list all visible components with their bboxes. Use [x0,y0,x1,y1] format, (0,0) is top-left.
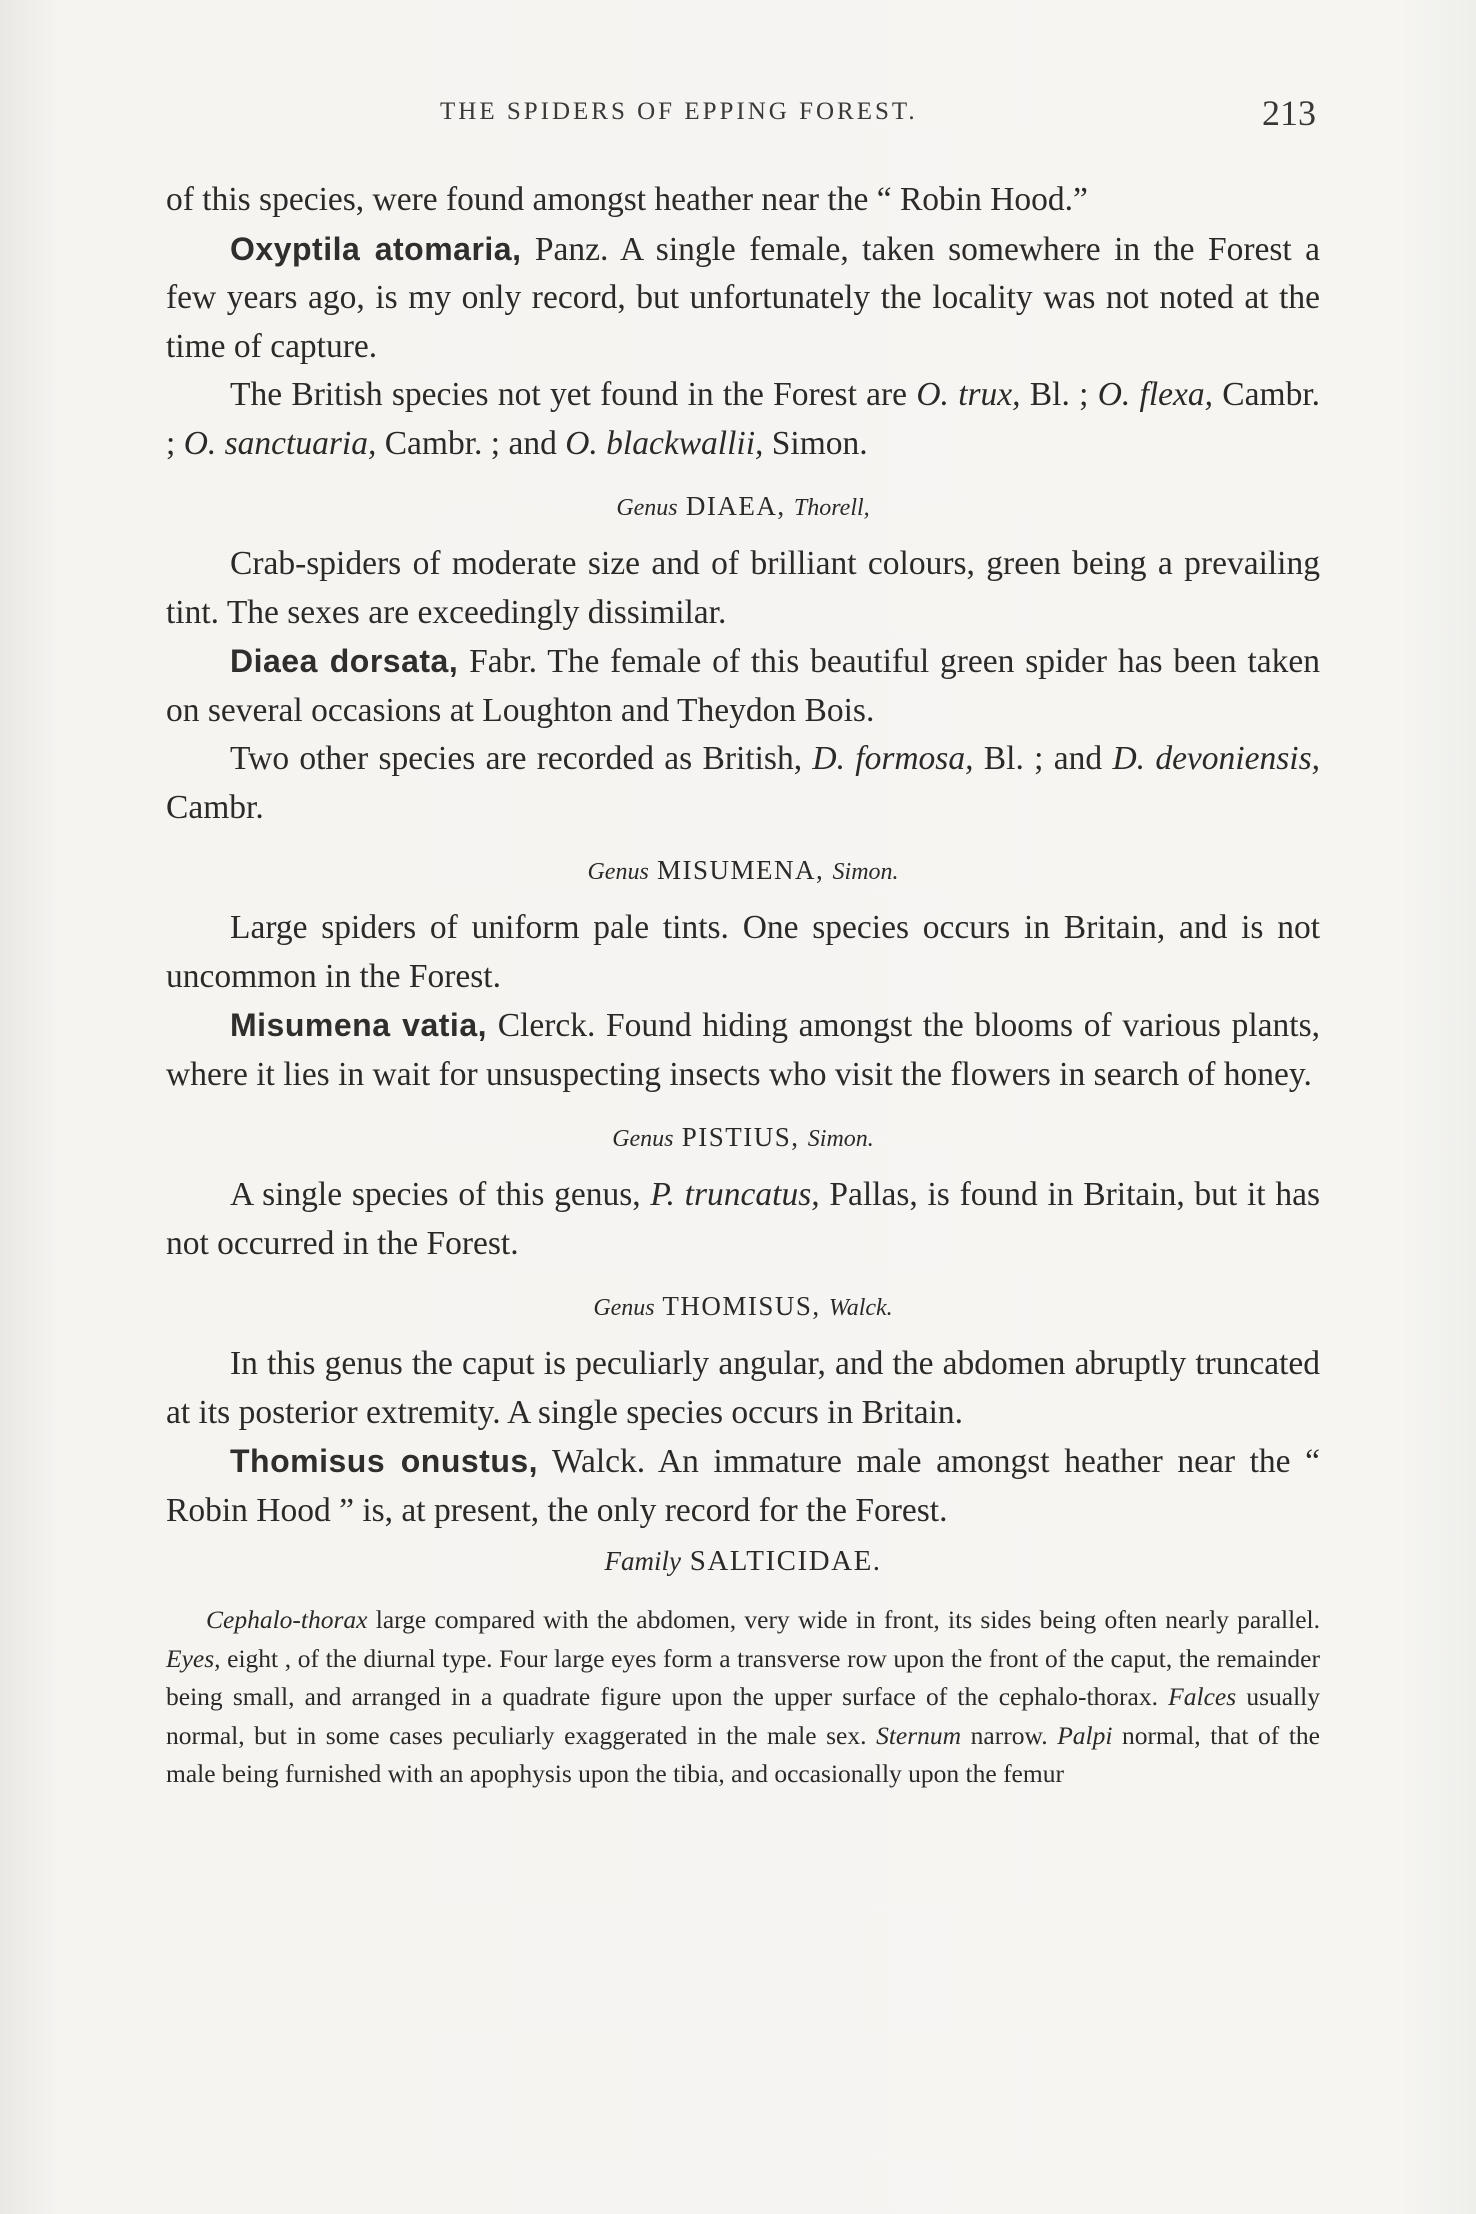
paragraph-text: normal, that of the male being furnished with an apophysis upon the tibia, and occasionally upon the femur [166,1720,1320,1789]
genus-author: Simon. [832,859,899,885]
species-name: Misumena vatia, [230,1007,488,1043]
genus-heading-thomisus [166,1268,1320,1340]
term: Eyes, [166,1643,221,1673]
paragraph [166,176,1320,225]
species-ref: D. formosa, [812,740,974,777]
paragraph [166,1340,1320,1437]
species-name: Diaea dorsata, [230,643,459,679]
genus-name: DIAEA, [677,491,794,521]
paragraph-text: Crab-spiders of moderate size and of brilliant colours, green being a prevailing tint. The sexes are exceedingly dissimilar. [166,545,1320,631]
paragraph-text: Simon. [763,424,868,462]
paragraph [166,904,1320,1001]
term: Sternum [876,1720,962,1750]
running-head [0,92,1476,138]
genus-heading-misumena [166,832,1320,904]
genus-author: Walck. [828,1295,893,1321]
paragraph-text: narrow. [961,1720,1058,1750]
genus-label: Genus [616,495,678,521]
paragraph-text: The British species not yet found in the Forest are [230,376,917,413]
genus-name: MISUMENA, [648,855,833,885]
family-description [166,1601,1320,1794]
species-entry-misumena-vatia [166,1001,1320,1099]
species-name: Oxyptila atomaria, [230,230,522,267]
species-ref: O. flexa, [1097,376,1214,413]
species-ref: O. blackwallii, [565,424,764,462]
species-entry-thomisus-onustus [166,1437,1320,1535]
genus-author: Simon. [807,1126,874,1152]
species-name: Thomisus onustus, [230,1443,539,1479]
genus-author: Thorell, [793,495,870,521]
page-number: 213 [1262,93,1316,133]
species-entry-oxyptila-atomaria [166,225,1320,372]
running-title: THE SPIDERS OF EPPING FOREST. [440,98,918,125]
paragraph-text: Large spiders of uniform pale tints. One species occurs in Britain, and is not uncommon in the Forest. [166,909,1320,995]
family-name: SALTICIDAE. [680,1545,882,1577]
family-label: Family [604,1546,681,1576]
term: Falces [1168,1682,1237,1712]
paragraph-text: Walck. An immature male amongst heather near the “ Robin Hood ” is, at present, the only record for the Forest. [166,1443,1320,1529]
paragraph [166,371,1320,468]
paragraph-text: eight , of the diurnal type. Four large eyes form a transverse row upon the front of the caput, the remainder being small, and arranged in a quadrate figure upon the upper surface of the cephalo-thorax. [166,1643,1320,1712]
term: Palpi [1057,1720,1113,1750]
paragraph-text: In this genus the caput is peculiarly angular, and the abdomen abruptly truncated at its posterior extremity. A single species occurs in Britain. [166,1345,1320,1431]
family-heading-salticidae [166,1535,1320,1591]
paragraph-text: Panz. A single female, taken somewhere in the Forest a few years ago, is my only record, but unfortunately the locality was not noted at the time of capture. [166,230,1320,365]
species-ref: P. truncatus, [650,1176,820,1213]
genus-name: PISTIUS, [673,1122,808,1152]
paragraph [166,1601,1320,1794]
paragraph-text: Cambr. [166,788,264,826]
species-ref: D. devoniensis, [1112,740,1320,777]
paragraph-text: Cambr. ; [166,376,1321,462]
genus-label: Genus [587,859,649,885]
species-ref: O. sanctuaria, [183,424,377,462]
genus-heading-diaea [166,468,1320,540]
paragraph [166,735,1320,832]
genus-name: THOMISUS, [654,1291,829,1321]
paragraph-text: Bl. ; and [973,740,1113,777]
paragraph-text: Two other species are recorded as British, [230,740,813,777]
paragraph-text: A single species of this genus, [230,1176,651,1213]
body-text [166,176,1320,1794]
paragraph [166,1171,1320,1268]
term: Cephalo-thorax [206,1605,368,1634]
genus-label: Genus [593,1295,655,1321]
paragraph-text: Clerck. Found hiding amongst the blooms of various plants, where it lies in wait for unsuspecting insects who visit the flowers in search of honey. [166,1007,1321,1093]
paragraph [166,540,1320,637]
paragraph-text: of this species, were found amongst heather near the “ Robin Hood.” [166,181,1088,218]
paragraph-text: Fabr. The female of this beautiful green spider has been taken on several occasions at Loughton and Theydon Bois. [166,643,1320,729]
paragraph-text: usually normal, but in some cases peculiarly exaggerated in the male sex. [166,1682,1320,1750]
species-entry-diaea-dorsata [166,637,1320,735]
paragraph-text: Pallas, is found in Britain, but it has not occurred in the Forest. [166,1176,1320,1262]
genus-label: Genus [612,1126,674,1152]
paragraph-text: large compared with the abdomen, very wide in front, its sides being often nearly parallel. [367,1605,1320,1634]
paragraph-text: Bl. ; [1020,376,1098,413]
species-ref: O. trux, [916,376,1021,413]
genus-heading-pistius [166,1099,1320,1171]
paragraph-text: Cambr. ; and [376,424,566,462]
